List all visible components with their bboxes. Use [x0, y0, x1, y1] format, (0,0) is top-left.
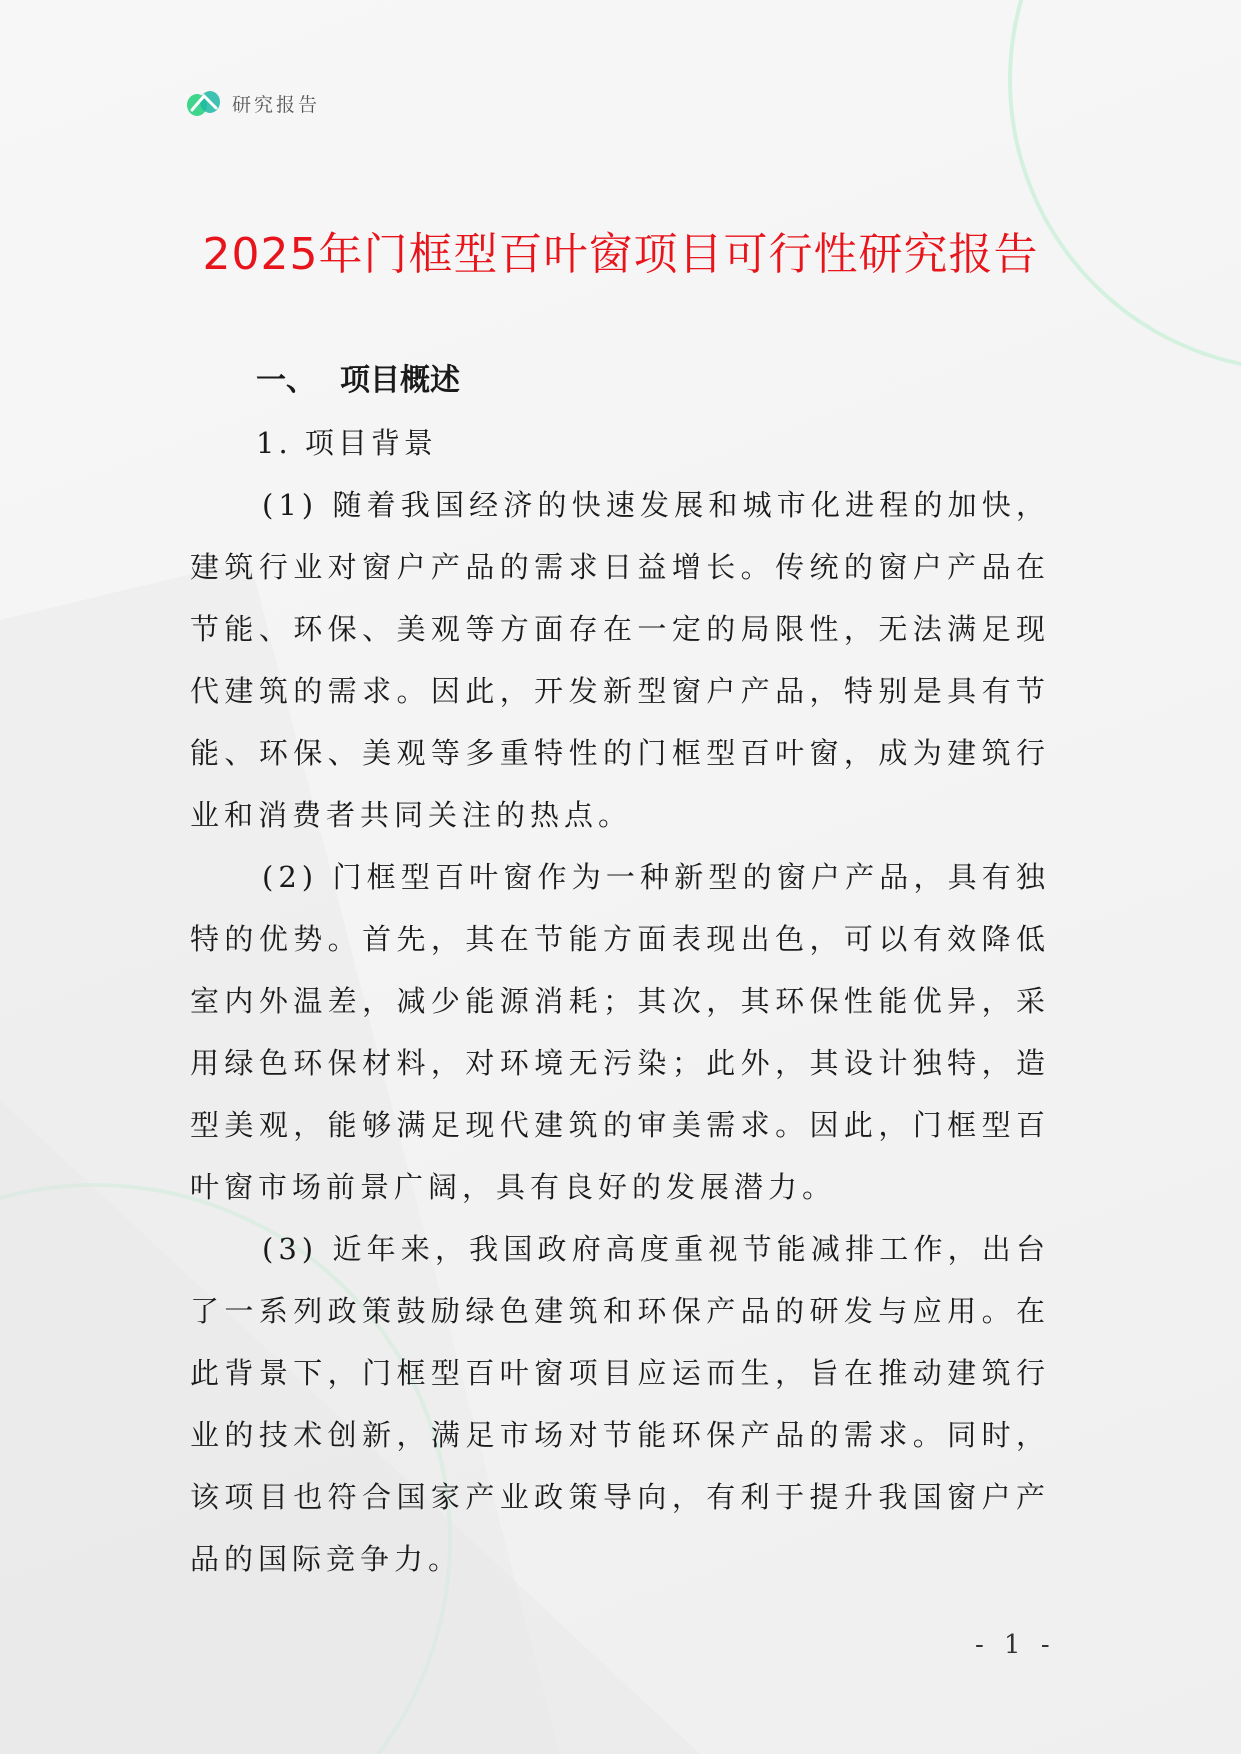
page-number: - 1 -: [975, 1630, 1056, 1660]
section-title: 项目概述: [340, 363, 460, 398]
leaf-logo-icon: [186, 88, 222, 118]
document-header: [186, 88, 320, 118]
header-label: 研究报告: [232, 93, 321, 116]
document-title: 2025年门框型百叶窗项目可行性研究报告: [202, 229, 1039, 280]
paragraph-3: (3) 近年来，我国政府高度重视节能减排工作，出台了一系列政策鼓励绿色建筑和环保产品的研发与应用。在此背景下，门框型百叶窗项目应运而生，旨在推动建筑行业的技术创新，满足市场对节能环保产品的需求。同时，该项目也符合国家产业政策导向，有利于提升我国窗户产品的国际竞争力。: [190, 1232, 1050, 1576]
document-body: [190, 350, 1050, 1590]
paragraph-2: (2) 门框型百叶窗作为一种新型的窗户产品，具有独特的优势。首先，其在节能方面表现出色，可以有效降低室内外温差，减少能源消耗；其次，其环保性能优异，采用绿色环保材料，对环境无污染；此外，其设计独特，造型美观，能够满足现代建筑的审美需求。因此，门框型百叶窗市场前景广阔，具有良好的发展潜力。: [190, 860, 1050, 1204]
paragraph-1: (1) 随着我国经济的快速发展和城市化进程的加快，建筑行业对窗户产品的需求日益增长。传统的窗户产品在节能、环保、美观等方面存在一定的局限性，无法满足现代建筑的需求。因此，开发新型窗户产品，特别是具有节能、环保、美观等多重特性的门框型百叶窗，成为建筑行业和消费者共同关注的热点。: [190, 488, 1050, 832]
subsection-heading: 1. 项目背景: [256, 426, 437, 460]
section-heading: [256, 350, 1050, 412]
section-number: 一、: [256, 363, 316, 398]
